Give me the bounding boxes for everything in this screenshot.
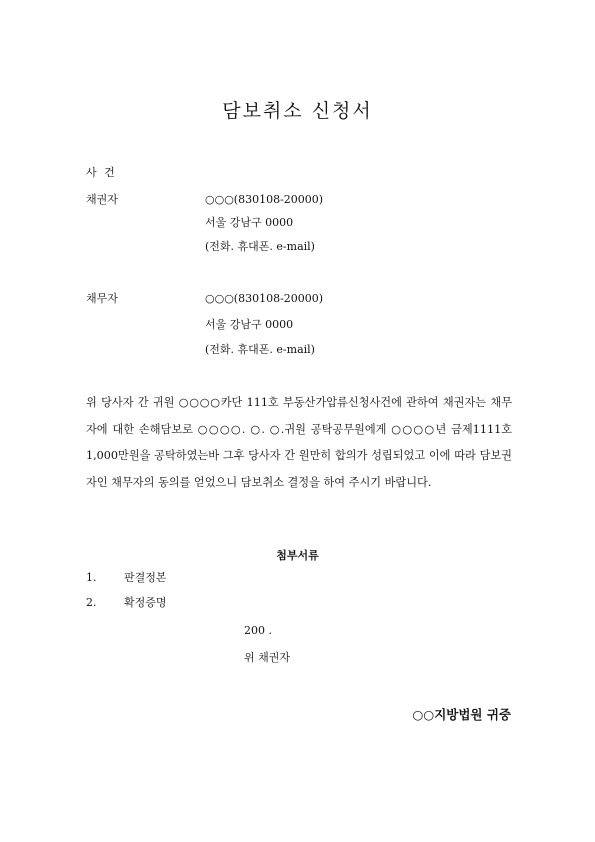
date-line: 200 . bbox=[244, 624, 272, 637]
creditor-label: 채권자 bbox=[86, 193, 118, 206]
case-label: 사 건 bbox=[86, 166, 117, 179]
debtor-address: 서울 강남구 0000 bbox=[205, 318, 294, 331]
court-recipient: ○○지방법원 귀중 bbox=[412, 707, 511, 722]
attachment-number: 2. bbox=[86, 596, 97, 609]
document-title: 담보취소 신청서 bbox=[222, 100, 373, 122]
debtor-name: ○○○(830108-20000) bbox=[205, 292, 324, 305]
creditor-name: ○○○(830108-20000) bbox=[205, 193, 324, 206]
body-paragraph: 위 당사자 간 귀원 ○○○○카단 111호 부동산가압류신청사건에 관하여 채권자는 채무자에 대한 손해담보로 ○○○○. ○. ○.귀원 공탁공무원에게 ○○○○년 금제1111호 1,000만원을 공탁하였는바 그후 당사자 간 원만히 합의가 성립되었고 이에 따라 담보권자인 채무자의 동의를 얻었으니 담보취소 결정을 하여 주시기 바랍니다. bbox=[86, 396, 512, 489]
signer-line: 위 채권자 bbox=[244, 651, 291, 664]
debtor-label: 채무자 bbox=[86, 292, 118, 305]
attachments-title: 첨부서류 bbox=[276, 549, 319, 562]
creditor-contact: (전화. 휴대폰. e-mail) bbox=[205, 240, 315, 253]
attachment-label: 판결정본 bbox=[124, 571, 167, 584]
attachment-number: 1. bbox=[86, 571, 97, 584]
creditor-address: 서울 강남구 0000 bbox=[205, 216, 294, 229]
attachment-label: 확정증명 bbox=[124, 596, 167, 609]
debtor-contact: (전화. 휴대폰. e-mail) bbox=[205, 343, 315, 356]
